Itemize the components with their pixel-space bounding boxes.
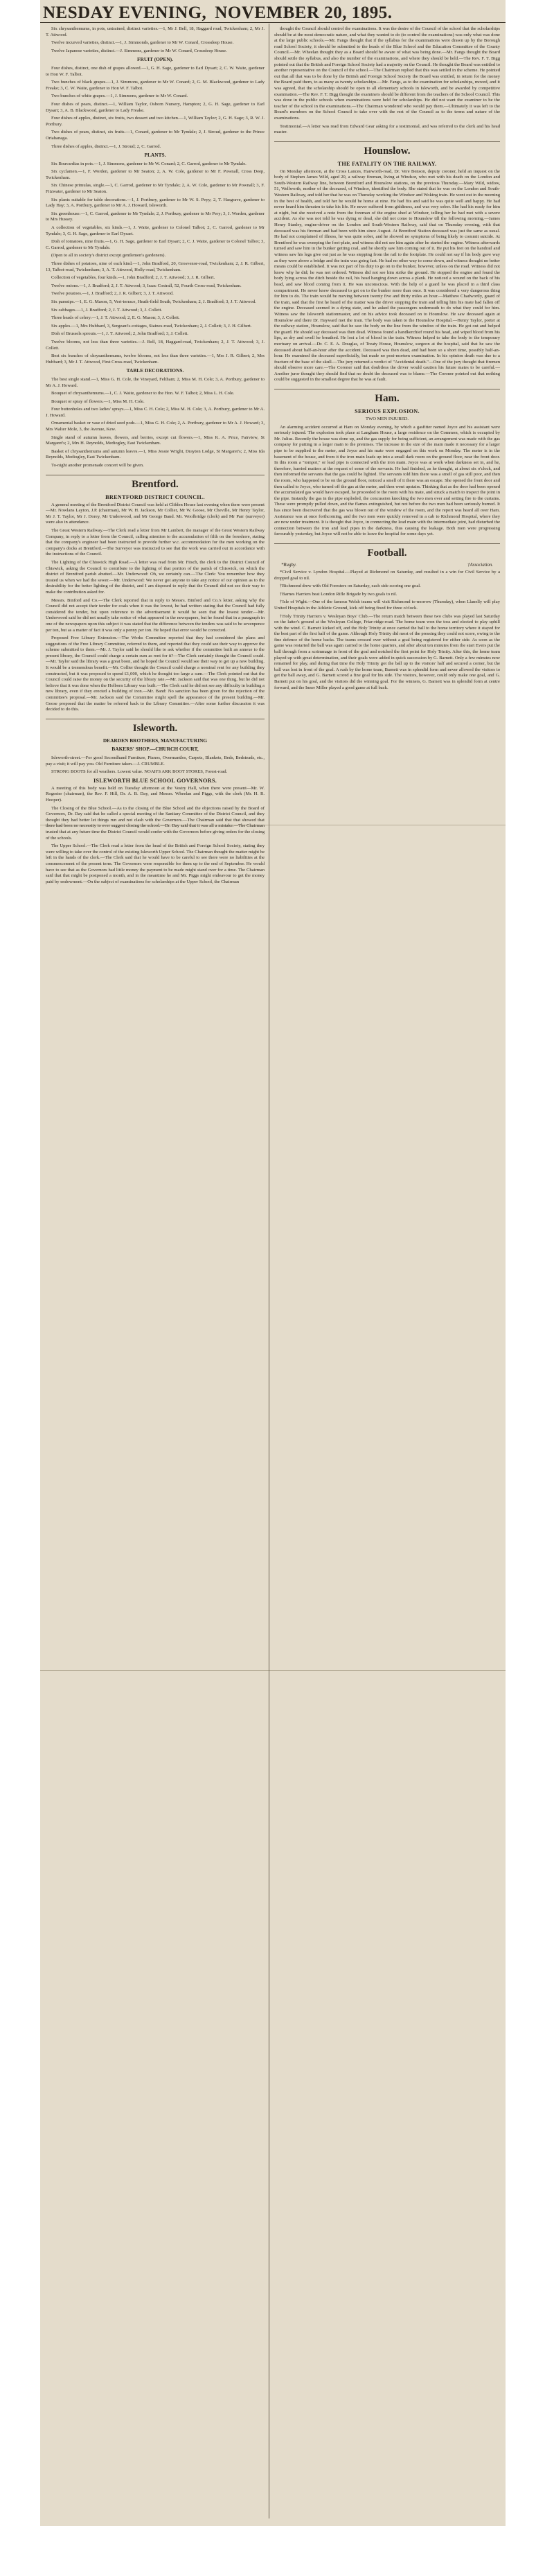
paragraph: Six cabbages.—1, J. Bradford; 2, J. T. Attwood; 3, J. Collett. <box>51 307 163 313</box>
paragraph: The Great Western Railway.—The Clerk read a letter from Mr Lambert, the manager of the Great Western Railway Company, in reply to a letter from the Council, calling attention to the accumulation of filth on the foreshore, stating that the company's engineer had been instructed to provide further w.c. accommodation for the men working on the company's docks at Brentford.—The Surveyor was instructed to see that the work was carried out in accordance with the instructions of the Council. <box>46 528 265 557</box>
newspaper-page <box>40 0 506 2526</box>
paragraph: PLANTS. <box>144 152 166 159</box>
paragraph: To-night another promenade concert will be given. <box>51 463 144 468</box>
show-prize-list <box>46 26 265 469</box>
subheading-railway-fatality: THE FATALITY ON THE RAILWAY. <box>337 160 437 167</box>
football-key-rugby: *Rugby. <box>281 562 297 568</box>
column-right <box>274 26 500 2521</box>
masthead-day: NESDAY EVENING, <box>43 3 207 22</box>
paragraph: Isleworth-street.—For good Secondhand Furniture, Pianos, Overmantles, Carpets, Blankets, Beds, Bedsteads, etc., pay a visit; it will pay you. Old Furniture taken.—J. CRUMBLE. <box>46 755 265 766</box>
paragraph: (Open to all in society's district except gentlemen's gardeners). <box>51 253 166 259</box>
paragraph: †Holy Trinity Harriers v. Wesleyan Boys' Club.—The return match between these two clubs was played last Saturday on the latter's ground at the Wesleyan College, Friar-ridge-road. The home team won the toss and elected to play uphill with the wind. C. Barnett kicked off, and the Holy Trinity at once carried the ball to the home territory where it stayed for the best part of the first half of the game. Although Holy Trinity did most of the pressing they could not score, owing to the fine defence of the home backs. The teams crossed over without a goal being registered for either side. As soon as the game was restarted the ball was again carried to the home quarters, and after about ten minutes from the start Evers put the ball through from a scrimmage in front of the goal and notched the first point for Holy Trinity. After this, the home team played up with great determination, and their goals were added in quick succession by G. Barnett. Only a few minutes now remained for play, and during that time the Holy Trinity got the ball up to the visitors' half and secured a corner, but the ball was lost in front of the goal. A rush by the home team, Barnett was in splendid form and never allowed the visitors to get the ball away, and G. Barnett scored a fine goal for his side. The visitors, however, could only make one goal, and G. Barnett put on his goal, and the visitors did the winning goal. For the winners, G. Barnett was in splendid form at centre forward, and the Inner Miller played a good game at full back. <box>274 613 500 690</box>
paragraph: Six cyclamen.—1, F. Worden, gardener to Mr Seaton; 2, A. W. Cole, gardener to Mr F. Pownall, Cross Deep, Twickenham. <box>46 169 265 180</box>
paragraph: Three dishes of potatoes, nine of each kind.—1, John Bradford, 20, Grosvenor-road, Twickenham; 2, J. R. Gilbert, 13, Talbot-road, Twickenham; 3, A. T. Attwood, Holly-road, Twickenham. <box>46 261 265 272</box>
paragraph: Twelve blooms, not less than three varieties.—J. Bell, 18, Haggard-road, Twickenham; 2, J. T. Attwood; 3, J. Collett. <box>46 339 265 351</box>
brentford-article <box>46 502 265 713</box>
subheading-blue-school: ISLEWORTH BLUE SCHOOL GOVERNORS. <box>93 777 217 784</box>
paragraph: Four buttonholes and two ladies' sprays.—1, Miss C. H. Cole; 2, Miss M. H. Cole; 3, A. Portbury, gardener to Mr A. J. Howard. <box>46 407 265 418</box>
subheading-serious-explosion: SERIOUS EXPLOSION. <box>355 408 420 415</box>
paragraph: An alarming accident occurred at Ham on Monday evening, by which a gasfitter named Joyce and his assistant were seriously injured. The explosion took place at Langham House, a large residence on the Common, which is occupied by Mr. Julius. Recently the house was done up, and the gas supply for being sufficient, an arrangement was made with the gas company for putting in a larger main to the premises. The increase in the size of the main made it necessary for a larger pipe to be supplied to the meter, and Joyce and his mate were engaged on this work on Monday. The meter is in the basement of the house, and from it the iron main leads up into a small dark room on the ground floor, near the front door. In this room a "tompot," or lead pipe is connected with the iron main. Joyce was at work when darkness set in, and he, therefore, hurried matters at the request of some of the servants. He had finished, as he thought, at about six o'clock, and then informed the servants that the gas could be lighted. The servants told him there was a smell of gas still poor, and then the room, who happened to be on the ground floor, noticed a smell of it there was an escape. She opened the front door and then called to Joyce, who turned off the gas at the meter, and then went upstairs. Thinking that as the door had been opened the accumulated gas would have escaped, he proceeded to the room with his mate, and struck a match to inspect the joint in the pipe. Instantly the gas in the pipe exploded, the concussion knocking the two men over and setting fire to the curtains. These were promptly pulled down, and the flames extinguished, but not before the two men had been seriously burned. It has since been discovered that the gas was blown out of the window of the room, and the report was heard all over Ham. Assistance was at once forthcoming, and the two men were quickly removed in a cab to Richmond Hospital, where they are now under treatment. It is thought that Joyce, in connecting the lead main with the intermediate joint, had disturbed the connection between the iron and lead pipes in the darkness, thus causing the leakage. Both men were progressing favourably yesterday, but Joyce will not be able to leave the hospital for some days yet. <box>274 424 500 537</box>
paragraph: STRONG BOOTS for all weathers. Lowest value. NOAH'S ARK BOOT STORES, Forest-road. <box>51 769 228 775</box>
paragraph: A collection of vegetables, six kinds.—1, J. Waite, gardener to Colonel Talbot; 2, C. Garrod, gardener to Mr Tyndale; 3, G. H. Sage, gardener to Earl Dysart. <box>46 225 265 236</box>
masthead-date: NOVEMBER 20, 1895. <box>215 3 393 22</box>
ham-article <box>274 425 500 538</box>
section-heading-isleworth: Isleworth. <box>46 719 265 735</box>
paragraph: Single stand of autumn leaves, flowers, and berries, except cut flowers.—1, Miss K. A. Price, Fairview, St Margaret's; 2, Mrs H. Reynolds, Mediogley, East Twickenham. <box>46 435 265 446</box>
paragraph: The Lighting of the Chiswick High Road.—A letter was read from Mr. Fitsch, the clerk to the District Council of Chiswick, asking the Council to contribute to the lighting of that portion of the parish of Chiswick, on which the district of Brentford parish abutted.—Mr. Underwood: Oh, we certainly can.—The Clerk: You remember how they treated us when we had the sewer.—Mr. Underwood: We never got anyone to take any notice of our opinion as to the desirability for the better lighting of the district, and I am disposed to reply that the Council did not see their way to make the contribution asked for. <box>46 559 265 595</box>
paragraph: Dish of Brussels sprouts.—1, J. T. Attwood; 2, John Bradford; 3, J. Collett. <box>51 331 188 337</box>
paragraph: Three dishes of apples, distinct.—1, J. Stroud; 2, C. Garrod. <box>51 143 161 149</box>
paragraph: †Richmond drew with Old Foresters on Saturday, each side scoring one goal. <box>280 584 421 589</box>
paragraph: The Upper School.—The Clerk read a letter from the head of the British and Foreign School Society, stating they were willing to take over the control of the existing Isleworth Upper School. The Chairman thought the matter might be left in the hands of the clerk.—The Clerk said that he would have to be careful to see there were no liabilities at the commencement of the present term. The Governors were responsible for them up to the end of September. He would have to see that as the Governors had little money the payment to be made might stand over for a time. The Chairman said that that might be postponed a month, and in the meantime he and Mr. Piggs might endeavour to get the money paid by endowment.—On the subject of examinations for scholarships at the Upper School, the Chairman <box>46 843 265 884</box>
paragraph: Six Chinese primulas, single.—1, C. Garrod, gardener to Mr Tyndale; 2, A. W. Cole, gardener to Mr Pownall; 3, F. Fitzwater, gardener to Mr Seaton. <box>46 183 265 195</box>
paragraph: Collection of vegetables, four kinds.—1, John Bradford; 2, J. T. Attwood; 3, J. R. Gilbert. <box>51 275 215 281</box>
paragraph: Twelve incurved varieties, distinct.—1, J. Simmonds, gardener to Mr W. Conard, Crossdeep House. <box>51 40 234 46</box>
paragraph: A general meeting of the Brentford District Council was held at Clifden House last evening when there were present—Mr. Nowlans Layton, J.P. (chairman), Mr W. H. Jackson, Mr Collier, Mr W. Goose, Mr Cheville, Mr Henry Taylor, Mr J. T. Taylor, Mr J. Dorey, Mr Underwood, and Mr George Band. Mr. Woolbridge (clerk) and Mr Parr (surveyor) were also in attendance. <box>46 502 265 525</box>
section-heading-hounslow: Hounslow. <box>274 141 500 157</box>
paragraph: Twelve Japanese varieties, distinct.—J. Simmons, gardener to Mr W. Conard, Crossdeep House. <box>51 48 227 53</box>
isleworth-article <box>46 786 265 886</box>
column-left <box>46 26 265 2521</box>
paragraph: BAKERS' SHOP.—CHURCH COURT, <box>111 746 199 753</box>
paragraph: Dish of tomatoes, nine fruits.—1, G. H. Sage, gardener to Earl Dysart; 2, C. J. Waite, gardener to Colonel Talbot; 3, C. Garrod, gardener to Mr Tyndale. <box>46 239 265 250</box>
paragraph: Basket of chrysanthemums and autumn leaves.—1, Miss Jessie Wright, Drayton Lodge, St Margaret's; 2, Miss Ida Reynolds, Mediogley, East Twickenham. <box>46 448 265 460</box>
paragraph: †Barnes Harriers beat London Rifle Brigade by two goals to nil. <box>280 591 397 597</box>
paragraph: *Civil Service v. Lyndon Hospital.—Played at Richmond on Saturday, and resulted in a win for Civil Service by a dropped goal to nil. <box>274 569 500 581</box>
paragraph: Six apples.—1, Mrs Hubbard, 3, Sergeant's-cottages, Staines-road, Twickenham; 2, J. Collett; 3, J. H. Gilbert. <box>51 323 252 328</box>
subheading-two-men-injured: TWO MEN INJURED. <box>365 417 409 422</box>
paragraph: FRUIT (OPEN). <box>136 56 173 63</box>
masthead-title <box>43 3 401 23</box>
paragraph: Four dishes of pears, distinct.—1, William Taylor, Osborn Nursery, Hampton; 2, G. H. Sage, gardener to Earl Dysart; 3, A. B. Blackwood, gardener to Lady Freake. <box>46 101 265 113</box>
paragraph: Three heads of celery.—1, J. T. Attwood; 2, E. G. Mason; 3, J. Collett. <box>51 315 180 321</box>
paragraph: Messrs. Binford and Co.—The Clerk reported that in reply to Messrs. Binford and Co.'s letter, asking why the Council did not accept their tender for coals when it was the lowest, he had written stating that the Council had fully considered the tender, but upon reference to the advertisement it would be seen that the lowest tender.—Mr. Underwood said he did not usually take notice of what appeared in the newspapers, but he found that in a paragraph in one of the newspapers upon this subject it was stated that the difference between the tenders was said to be sevenpence per ton, but as a matter of fact it was only a penny per ton. He hoped that error would be corrected. <box>46 597 265 633</box>
paragraph: DEARDEN BROTHERS, MANUFACTURING <box>102 737 208 744</box>
paragraph: Two bunches of white grapes.—1, J. Simmons, gardener to Mr W. Conard. <box>51 94 188 99</box>
paragraph: TABLE DECORATIONS. <box>126 367 184 374</box>
hounslow-article <box>274 169 500 383</box>
paragraph: Four dishes of apples, distinct, six fruits, two dessert and two kitchen.—1, William Taylor; 2, G. H. Sage; 3, R. W. J. Porthury. <box>46 116 265 127</box>
continued-article <box>274 26 500 136</box>
paragraph: The Closing of the Blue School.—As to the closing of the Blue School and the objections raised by the Board of Governors, Dr. Day said that he called a special meeting of the Sanitary Committee of the District Council, and they thought they had better let things run and not clash with the Governors.—The Chairman said that that showed that there had been no necessity to ever suggest closing the school.—Dr. Day said that it was all a mistake.—The Chairman trusted that at any future time the District Council would confer with the Governors before giving orders for the closing of the schools. <box>46 805 265 841</box>
section-heading-brentford: Brentford. <box>46 475 265 491</box>
paragraph: On Monday afternoon, at the Cross Lances, Hanworth-road, Dr. Vere Benson, deputy coroner, held an inquest on the body of Stephen James Wild, aged 20, a railway fireman, living at Windsor, who met with his death on the London and South-Western Railway line, between Brentford and Hounslow stations, on the previous Thursday.—Mary Wild, widow, 51, Wellworth, mother of the deceased, of Windsor, identified the body. She stated that he was on the London and South-Western Railway, and told her that he was on Thursday working the Windsor and Woking train. He went out in the morning in the best of health, and told her he would be home at nine. He had fits and said he was quite well and happy. He had never heard him threaten to take his life. He never suffered from giddiness, and was very sober. She had his ready for him at night, but she received a note from the foreman of the engine shed at Windsor, telling her he had met with a severe accident. As she was not told he was dying or dead, she did not come to Hounslow till the following morning.—James Henry Stanley, engine-driver on the London and South-Western Railway, said that on Thursday evening, with that deceased was his fireman and had been with him since August. At Brentford Station deceased was just the same as usual. He had not complained of illness, he was quite sober, and he showed no symptoms of being likely to commit suicide. At Brentford he was sweeping the foot-plate, and witness did not see him again after he started the engine. Witness afterwards turned and saw him in the bunker getting coal, and he shortly saw him coming out of it. He put his feet on the handrail and witness saw his legs give out just as he was stepping from the rail to the footplate. He could not say if his body gave way as they were above a bridge and the train was going fast. He had no other way to come down, and witness thought no better means could be established. It was not part of his duty to go on to the bunker, however, unless on the road. Witness did not know why he did; he was not ordered. Witness did not see him strike the ground. He stopped the engine and found the body lying across the ditch beside the rail, his head hanging down across a plank. He noticed a wound on the back of his head, and saw blood coming from it. He was unconscious. With the help of a guard he was placed in a third class compartment. He never knew deceased to get on to the bunker more than once. It was considered a very dangerous thing for him to do. The train would be moving between twenty five and thirty miles an hour.—Matthew Chadwortly, guard of the train, said that the first he heard of the matter was the driver stopping the train and telling him his mate had fallen off the engine. Deceased seemed in a dying state, and he asked the passengers underneath to do what they could for him. Witness saw the Isleworth stationmaster, and on his advice took deceased on to Hounslow. He saw deceased again at Hounslow and there Dr. Hayward met the train. The body was taken to the Hounslow Hospital.—Henry Taylor, porter at the railway station, Hounslow, said that he saw the body on the line from the window of the train. He got out and helped the guard. He should say deceased was then dead. Witness found a handkerchief round his head, and wiped blood from his lips, as dry and swell he breathed. He lost a lot of blood in the train. Witness helped to take the body to the temporary mortuary on arrival.—Dr. C. E. A. Douglas, of Treaty House, Hounslow, surgeon at the hospital, said that he saw the deceased about half-an-hour after the accident. Deceased was then dead, and had been so a short time, possibly half-an-hour. He examined the deceased superficially, but made no post-mortem examination. In his opinion death was due to a fracture of the base of the skull.—The jury returned a verdict of "Accidental death."—One of the jury thought that firemen should observe more care.—The Coroner said that doubtless the driver would caution his future mates to be careful.—Another juror thought they should find that no doubt the deceased was to blame.—The Coroner pointed out that nothing could be suggested in the smallest degree that he was at fault. <box>274 168 500 383</box>
football-key-association: †Association. <box>467 562 493 568</box>
paragraph: Six chrysanthemums, in pots, untrained, distinct varieties.—1, Mr J. Bell, 18, Haggard road, Twickenham; 2, Mr J. T. Attwood. <box>46 26 265 37</box>
paragraph: Bouquet of chrysanthemums.—1, C. J. Waite, gardener to the Hon. W. F. Talbot; 2, Miss L. H. Cole. <box>51 391 235 396</box>
paragraph: Proposed Free Library Extension.—The Works Committee reported that they had considered the plans and suggestions of the Free Library Committee, referred to them, and reported that they could see their way to approve the scheme submitted to them.—Mr. J. Taylor said he should like to ask whether if the committee built an annexe to the present library, the Council could charge a certain sum as rent for it?—The Clerk certainly thought the Council could.—Mr. Taylor said the library was a great boon, and he hoped the Council would see their way to get up a new building. It would be a tremendous benefit.—Mr. Collier thought the Council could charge a nominal rent for any building they constructed, but it was proposed to spend £1,000, which he thought too large a sum.—The Clerk pointed out that the Council could raise the money on the security of the library rate.—Mr. Jackson said that was one thing, but he did not believe that it was done when the Holborn Library was built.—The Clerk said he did not see any difficulty in building a new library, even if they erected a building of iron.—Mr. Band: No sanction has been given for the rejection of the committee's proposal.—Mr. Jackson said the Committee might spell the appearance of the present building.—Mr. Goose proposed that the matter be referred back to the Library Committee.—After some further discussion it was decided to do this. <box>46 636 265 712</box>
paragraph: Twelve onions.—1, J. Bradford; 2, J. T. Attwood; 3, Isaac Costrall, 52, Fourth Cross-road, Twickenham. <box>51 283 242 288</box>
subheading-brentford-council: BRENTFORD DISTRICT COUNCIL. <box>105 493 205 500</box>
paragraph: †Isle of Wight.—One of the famous Welsh teams will visit Richmond to-morrow (Thursday), when Llanelly will play United Hospitals in the Athletic Ground, kick off being fixed for three o'clock. <box>274 599 500 611</box>
football-key <box>281 563 493 568</box>
paragraph: Four dishes, distinct, one dish of grapes allowed.—1, G. H. Sage, gardener to Earl Dysart; 2, C. W. Waite, gardener to Hon W. F. Talbot. <box>46 65 265 77</box>
paragraph: Six plants suitable for table decorations.—1, J. Portbury, gardener to Mr W. S. Peyy; 2, T. Hasgrave, gardener to Lady Hay; 3, A. Portbury, gardener to Mr A. J. Howard, Isleworth. <box>46 197 265 209</box>
paragraph: Best six bunches of chrysanthemums, twelve blooms, not less than three varieties.—1, Mrs J. R. Gilbert; 2, Mrs Hubbard; 3, Mr J. T. Attwood, First Cross-road, Twickenham. <box>46 353 265 365</box>
football-article <box>274 570 500 691</box>
section-heading-football: Football. <box>274 543 500 559</box>
paragraph: The best single stand.—1, Miss G. H. Cole, the Vineyard, Feltham; 2, Miss M. H. Cole; 3, A. Portbury, gardener to Mr A. J. Howard. <box>46 376 265 388</box>
paragraph: Ornamental basket or vase of dried seed pods.—1, Miss G. H. Cole; 2, A. Portbury, gardener to Mr A. J. Howard; 3, Mrs Walter Mole, 3, the Avenue, Kew. <box>46 421 265 432</box>
paragraph: Bouquet or spray of flowers.—1, Miss M. H. Cole. <box>51 398 145 404</box>
isleworth-advertisements <box>46 738 265 776</box>
masthead <box>40 1 506 23</box>
paragraph: A meeting of this body was held on Tuesday afternoon at the Vestry Hall, when there were present—Mr. W. Rogester (chairman), the Rev. F. Hill, Dr. A. B. Day, and Messrs. Wheelan and Piggs, with the clerk (Mr. H. R. Hooper). <box>46 785 265 803</box>
paragraph: Testimonial.—A letter was read from Edward Gear asking for a testimonial, and was referred to the clerk and his head master. <box>274 123 500 135</box>
paragraph: Six greenhouse.—1, C. Garrod, gardener to Mr Tyndale; 2, J. Portbury, gardener to Mr Pery; 3, J. Worden, gardener to Mrs Hussey. <box>46 211 265 222</box>
paragraph: Two dishes of pears, distinct, six fruits.—1, Conard, gardener to Mr Tyndale; 2, J. Stroud, gardener to the Prince Oriahanaga. <box>46 130 265 141</box>
paragraph: Six Bouvardias in pots.—1, J. Simmons, gardener to Mr W. Conard; 2, C. Garrod, gardener to Mr Tyndale. <box>51 161 247 166</box>
paragraph: Twelve potatoes.—1, J. Bradford; 2, J. R. Gilbert; 3, J. T. Attwood. <box>51 291 174 297</box>
paragraph: thought the Council should control the examinations. It was the desire of the Council of the school that the scholarships should be at the most democratic nature, and what they wanted to do (to control the examinations) was only what was done at the large public schools.—Mr. Fangs thought that if the syllabus for the examinations were drawn up by the Borough road School Society, it should be submitted to the heads of the Blue School and the Education Committee of the County Council.—Mr. Wheelan thought they as a Board should be aware of what was being done.—Mr. Fangs thought the Board should settle the syllabus, and also the number of the examinations, and where they should be held.—The Rev. F. T. Bigg pointed out that the British and Foreign School Society had a majority on the Council. He thought the Board was entitled to another representative on the Council of the school.—The Chairman replied that this was settled in the scheme. He pointed out that all that was to be done by the British and Foreign School Society the Board was entitled, in return for the money the Board paid them, to as many as twenty scholarships.—Mr. Fangs, as to the examination for scholarships, moved, and it was agreed, that the scholarship should be open to all elementary schools in Isleworth, and be awarded by competitive examination.—The Rev. F. T. Bigg thought the examiners should be different from the teachers of the School Council. This was done in the public schools when examinations were held for scholarships. He did not want the examiner to be the teacher of the school in the examinations.—The Chairman wondered who would pay them.—Ultimately it was left to the Board's members on the School Council to take over with the rest of the Council as to the terms and nature of the examinations. <box>274 26 500 121</box>
section-heading-ham: Ham. <box>274 389 500 405</box>
paragraph: Six parsnips.—1, E. G. Mason, 5, Vert-terrace, Heath-field South, Twickenham; 2, J. Bradford; 3, J. T. Attwood. <box>51 299 256 304</box>
paragraph: Two bunches of black grapes.—1, J. Simmons, gardener to Mr W. Conard; 2, G. M. Blackwood, gardener to Lady Freake; 3, C. W. Waite, gardener to Hon W. F. Talbot. <box>46 80 265 91</box>
